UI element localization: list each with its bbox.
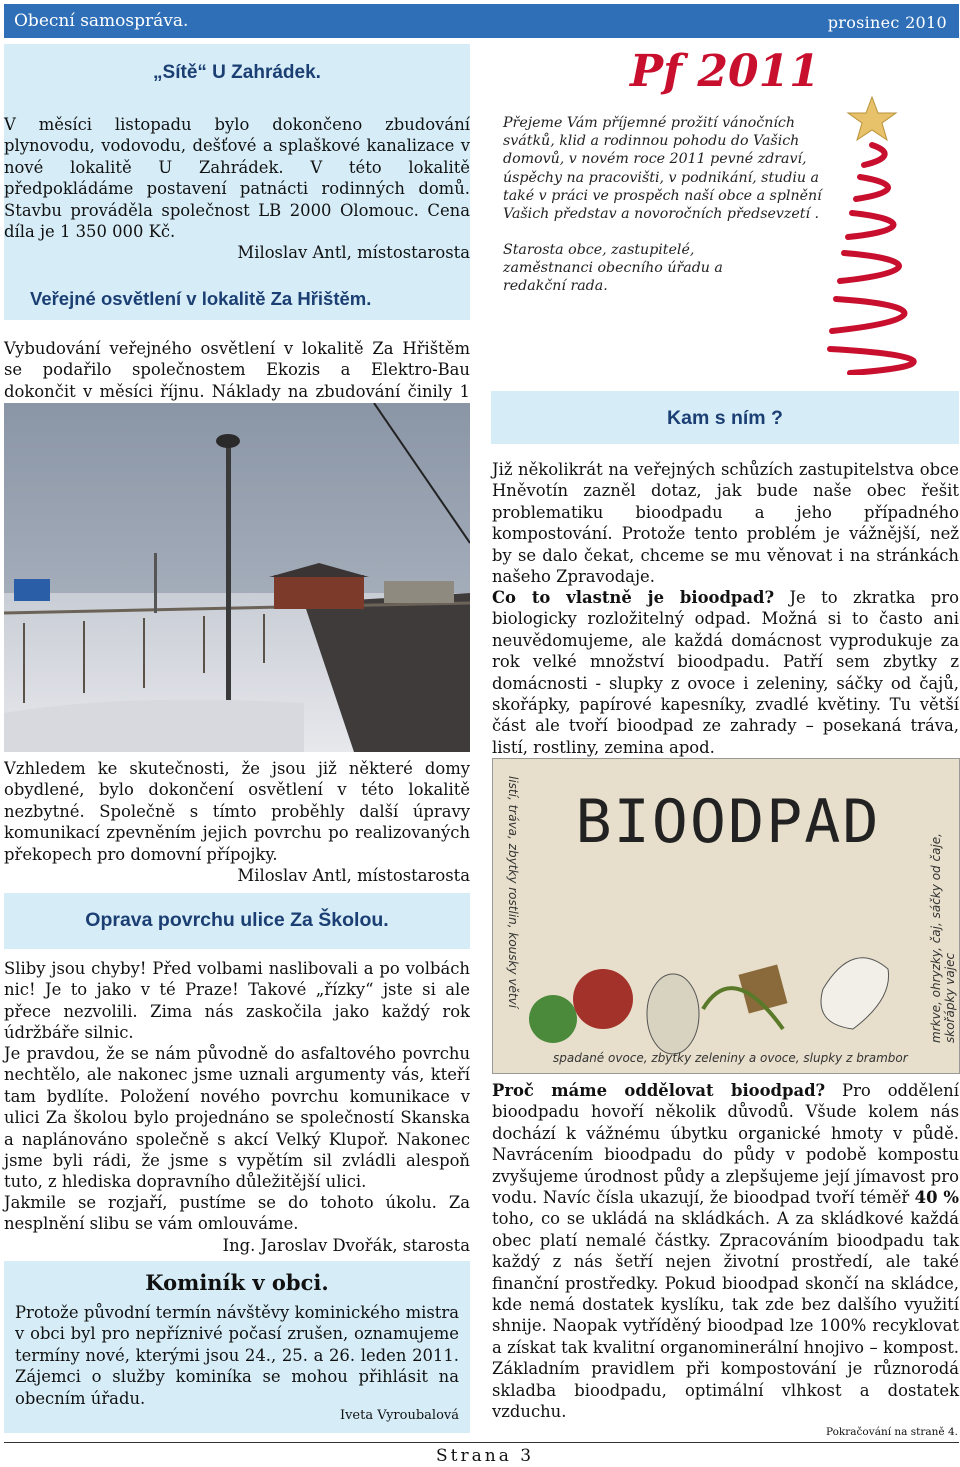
lighting-body: Vzhledem ke skutečnosti, že jsou již některé domy obydlené, bylo dokončení osvětlení v této lokalitě nezbytné. Společně s tímto proběhly další úpravy komunikací zpevněním jejich povrchu po realizovaných překopech pro domovní přípojky. xyxy=(4,759,470,864)
footer-rule xyxy=(4,1442,959,1443)
compost-paragraph-1: Již několikrát na veřejných schůzích zastupitelstva obce Hněvotín zazněl dotaz, jak bude naše obec řešit problematiku bioodpadu a jeho případného kompostování. Protože tento problém je vážnější, než by se dalo čekat, chceme se mu věnovat i na stránkách našeho Zpravodaje. xyxy=(492,460,959,587)
bioodpad-left-text: listí, tráva, zbytky rostlin, kousky větví xyxy=(506,776,520,1009)
bioodpad-heading: BIOODPAD xyxy=(575,787,881,857)
section-title: Obecní samospráva. xyxy=(14,11,189,31)
bioodpad-bottom-text: spadané ovoce, zbytky zeleniny a ovoce, slupky z brambor xyxy=(553,1051,908,1065)
pf-title: Pf 2011 xyxy=(630,46,820,97)
lighting-intro: Vybudování veřejného osvětlení v lokalitě Za Hřištěm se podařilo společnostem Ekozis a Elektro-Bau dokončit v měsíci říjnu. Náklady na zbudování činily 1 xyxy=(4,339,470,401)
street-light-photo-art xyxy=(4,403,470,752)
compost-answer-1: Je to zkratka pro biologicky rozložitelný odpad. Možná si to často ani neuvědomujeme, ale každá domácnost vyprodukuje za rok velké množství bioodpadu. Patří sem zbytky z domácnosti - slupky z ovoce i zeleniny, sáčky od čajů, skořápky, papírové kapesníky, zvadlé květiny. Tu větší část ale tvoří bioodpad ze zahrady – posekaná tráva, listí, rostliny, zemina apod. xyxy=(492,588,959,757)
continued-note: Pokračování na straně 4. xyxy=(825,1426,958,1438)
site-utilities-title: „Sítě“ U Zahrádek. xyxy=(153,62,321,83)
compost-question-2: Proč máme oddělovat bioodpad? xyxy=(492,1081,826,1100)
compost-question-1: Co to vlastně je bioodpad? xyxy=(492,588,775,607)
chimney-body: Protože původní termín návštěvy kominického mistra v obci byl pro nepříznivé počasí zrušen, oznamujeme termíny nové, kterými jsou 24., 25. a 26. leden 2011. Zájemci o služby kominíka se mohou přihlásit na obecním úřadu. xyxy=(15,1303,459,1408)
pf-wishes: Přejeme Vám příjemné prožití vánočních svátků, klid a rodinnou pohodu do Vašich domovů, v novém roce 2011 pevné zdraví, úspěchy na pracovišti, v podnikání, studiu a také v práci ve prospěch naší obce a splnění Vašich představ a novoročních předsevzetí . xyxy=(503,115,822,223)
road-paragraph-3: Jakmile se rozjaří, pustíme se do tohoto úkolu. Za nesplnění slibu se vám omlouváme. xyxy=(4,1193,470,1234)
page-header xyxy=(4,4,959,38)
compost-paragraph-2 xyxy=(492,587,959,758)
site-utilities-signature: Miloslav Antl, místostarosta xyxy=(237,243,470,262)
bioodpad-illustration xyxy=(492,758,960,1074)
compost-title: Kam s ním ? xyxy=(667,407,783,429)
road-paragraph-2: Je pravdou, že se nám původně do asfaltového povrchu nechtělo, ale nakonec jsme uznali argumenty vás, kteří tam bydlíte. Položení nového povrchu komunikace v ulici Za školou bylo projednáno se společností Skanska a naplánováno společně s akcí Velký Klupoř. Nakonec jsme byli rádi, že jsme s vypětím sil zvládli alespoň tuto, z hlediska dopravního důležitější ulici. xyxy=(4,1044,470,1192)
site-utilities-body: V měsíci listopadu bylo dokončeno zbudování plynovodu, vodovodu, dešťové a splaškové kanalizace v nové lokalitě U Zahrádek. V této lokalitě předpokládáme postavení patnácti rodinných domů. Stavbu prováděla společnost LB 2000 Olomouc. Cena díla je 1 350 000 Kč. xyxy=(4,115,470,242)
lighting-signature: Miloslav Antl, místostarosta xyxy=(237,866,470,885)
issue-date: prosinec 2010 xyxy=(827,13,947,32)
compost-answer-2b: toho, co se ukládá na skládkách. A za skládkové každá obec platí nemalé částky. Zpracováním bioodpadu tak každý z nás šetří nejen životní prostředí, ale také finanční prostředky. Pokud bioodpad skončí na skládce, kde nemá dostatek kyslíku, tak zde bez dalšího využití shnije. Naopak vytříděný bioodpad lze 100% recyklovat a získat tak kvalitní organominerální hnojivo – kompost. Základním pravidlem při kompostování je různorodá skladba bioodpadu, optimální vlhkost a dostatek vzduchu. xyxy=(492,1209,959,1422)
star-icon xyxy=(848,97,896,140)
pf-from: Starosta obce, zastupitelé, zaměstnanci obecního úřadu a redakční rada. xyxy=(503,242,723,295)
bioodpad-right-text: mrkve, ohryzky, čaj, sáčky od čaje, skořápky vajec xyxy=(929,833,957,1043)
compost-paragraph-3 xyxy=(492,1080,959,1423)
chimney-signature: Iveta Vyroubalová xyxy=(339,1408,459,1423)
compost-answer-2a: Pro oddělení bioodpadu hovoří několik důvodů. Všude kolem nás dochází k vážnému úbytku organické hmoty v půdě. Navrácením bioodpadu do půdy v podobě kompostu zvyšujeme úrodnost půdy a zlepšujeme její jímavost pro vodu. Navíc čísla ukazují, že bioodpad tvoří téměř xyxy=(492,1081,959,1208)
chimney-title: Kominík v obci. xyxy=(145,1270,329,1295)
road-paragraph-1: Sliby jsou chyby! Před volbami naslibovali a po volbách nic! Je to jako v té Praze! Takové „řízky“ jste si ale přece nezvolili. Zima nás zaskočila jako každý rok údržbáře silnic. xyxy=(4,959,470,1043)
page-number: Strana 3 xyxy=(436,1446,535,1466)
lighting-title: Veřejné osvětlení v lokalitě Za Hřištěm. xyxy=(30,288,372,309)
road-title: Oprava povrchu ulice Za Školou. xyxy=(85,909,389,931)
compost-percent: 40 % xyxy=(914,1188,959,1208)
street-light-photo xyxy=(4,403,470,752)
road-signature: Ing. Jaroslav Dvořák, starosta xyxy=(222,1236,470,1255)
